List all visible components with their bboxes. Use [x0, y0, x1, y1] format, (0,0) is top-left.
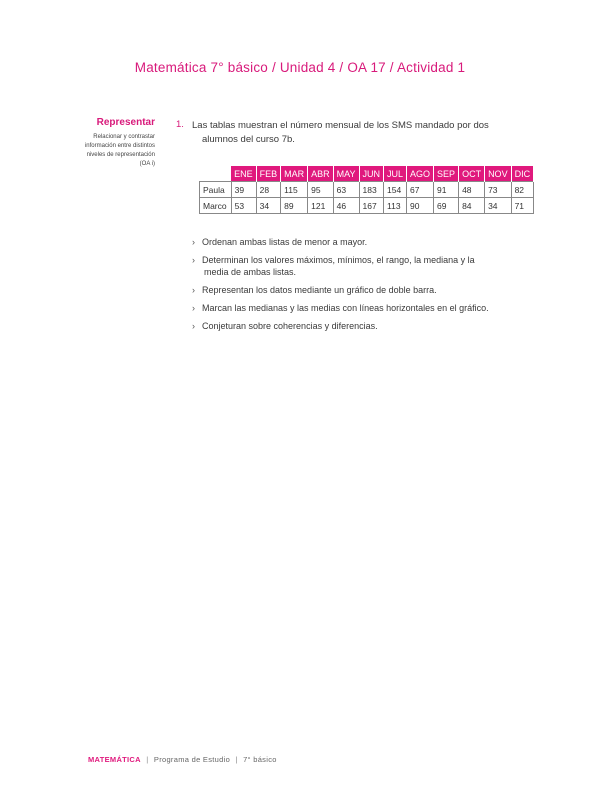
- table-cell: 95: [308, 182, 334, 198]
- month-header: FEB: [256, 166, 281, 182]
- footer-separator: |: [235, 755, 238, 764]
- step-text: Determinan los valores máximos, mínimos, el rango, la mediana y la: [202, 255, 475, 265]
- skill-description-line: (OA i): [139, 161, 155, 167]
- list-item: [192, 236, 552, 248]
- table-cell: 115: [281, 182, 308, 198]
- month-header: ABR: [308, 166, 334, 182]
- table-cell: 34: [256, 198, 281, 214]
- table-cell: 82: [511, 182, 534, 198]
- table-cell: 28: [256, 182, 281, 198]
- list-item: [192, 284, 552, 296]
- chevron-right-icon: ›: [192, 303, 195, 313]
- activity-number: 1.: [176, 119, 184, 130]
- activity-text-line: Las tablas muestran el número mensual de los SMS mandado por dos: [192, 120, 489, 131]
- month-header: OCT: [459, 166, 485, 182]
- student-name: Paula: [200, 182, 232, 198]
- chevron-right-icon: ›: [192, 285, 195, 295]
- table-cell: 63: [333, 182, 359, 198]
- month-header: JUL: [384, 166, 407, 182]
- table-cell: 167: [359, 198, 384, 214]
- table-cell: 39: [231, 182, 256, 198]
- table-cell: 73: [485, 182, 512, 198]
- chevron-right-icon: ›: [192, 255, 195, 265]
- list-item: [192, 320, 552, 332]
- skill-description-line: información entre distintos: [84, 143, 155, 149]
- table-cell: 69: [434, 198, 459, 214]
- chevron-right-icon: ›: [192, 321, 195, 331]
- chevron-right-icon: ›: [192, 237, 195, 247]
- table-cell: 121: [308, 198, 334, 214]
- table-cell: 48: [459, 182, 485, 198]
- step-text: Conjeturan sobre coherencias y diferencias.: [202, 321, 378, 331]
- footer-separator: |: [146, 755, 149, 764]
- skill-sidebar: [60, 117, 155, 169]
- table-row: [200, 198, 534, 214]
- list-item: [192, 254, 552, 278]
- table-header-row: [200, 166, 534, 182]
- activity-text: [192, 119, 512, 147]
- table-cell: 90: [407, 198, 434, 214]
- month-header: JUN: [359, 166, 384, 182]
- table-cell: 46: [333, 198, 359, 214]
- step-text: media de ambas listas.: [204, 267, 297, 277]
- table-cell: 113: [384, 198, 407, 214]
- month-header: SEP: [434, 166, 459, 182]
- month-header: MAR: [281, 166, 308, 182]
- table-cell: 89: [281, 198, 308, 214]
- activity-text-line: alumnos del curso 7b.: [202, 134, 295, 145]
- footer-brand: MATEMÁTICA: [88, 755, 141, 764]
- page-footer: [88, 755, 277, 764]
- table-cell: 91: [434, 182, 459, 198]
- month-header: DIC: [511, 166, 534, 182]
- step-text: Marcan las medianas y las medias con líneas horizontales en el gráfico.: [202, 303, 489, 313]
- table-row: [200, 182, 534, 198]
- list-item: [192, 302, 552, 314]
- skill-title: Representar: [96, 117, 155, 128]
- month-header: NOV: [485, 166, 512, 182]
- month-header: AGO: [407, 166, 434, 182]
- month-header: MAY: [333, 166, 359, 182]
- skill-description: [60, 133, 155, 169]
- sms-table: [199, 166, 534, 214]
- month-header: ENE: [231, 166, 256, 182]
- table-cell: 71: [511, 198, 534, 214]
- table-corner: [200, 166, 232, 182]
- table-cell: 183: [359, 182, 384, 198]
- student-name: Marco: [200, 198, 232, 214]
- step-text: Representan los datos mediante un gráfico de doble barra.: [202, 285, 437, 295]
- table-cell: 34: [485, 198, 512, 214]
- table-cell: 154: [384, 182, 407, 198]
- skill-description-line: niveles de representación: [86, 152, 155, 158]
- step-list: [192, 236, 552, 338]
- table-cell: 67: [407, 182, 434, 198]
- skill-description-line: Relacionar y contrastar: [93, 134, 155, 140]
- footer-grade: 7° básico: [243, 755, 277, 764]
- page-title: Matemática 7° básico / Unidad 4 / OA 17 / Actividad 1: [134, 60, 466, 75]
- table-cell: 53: [231, 198, 256, 214]
- step-text: Ordenan ambas listas de menor a mayor.: [202, 237, 368, 247]
- table-cell: 84: [459, 198, 485, 214]
- footer-program: Programa de Estudio: [153, 755, 231, 764]
